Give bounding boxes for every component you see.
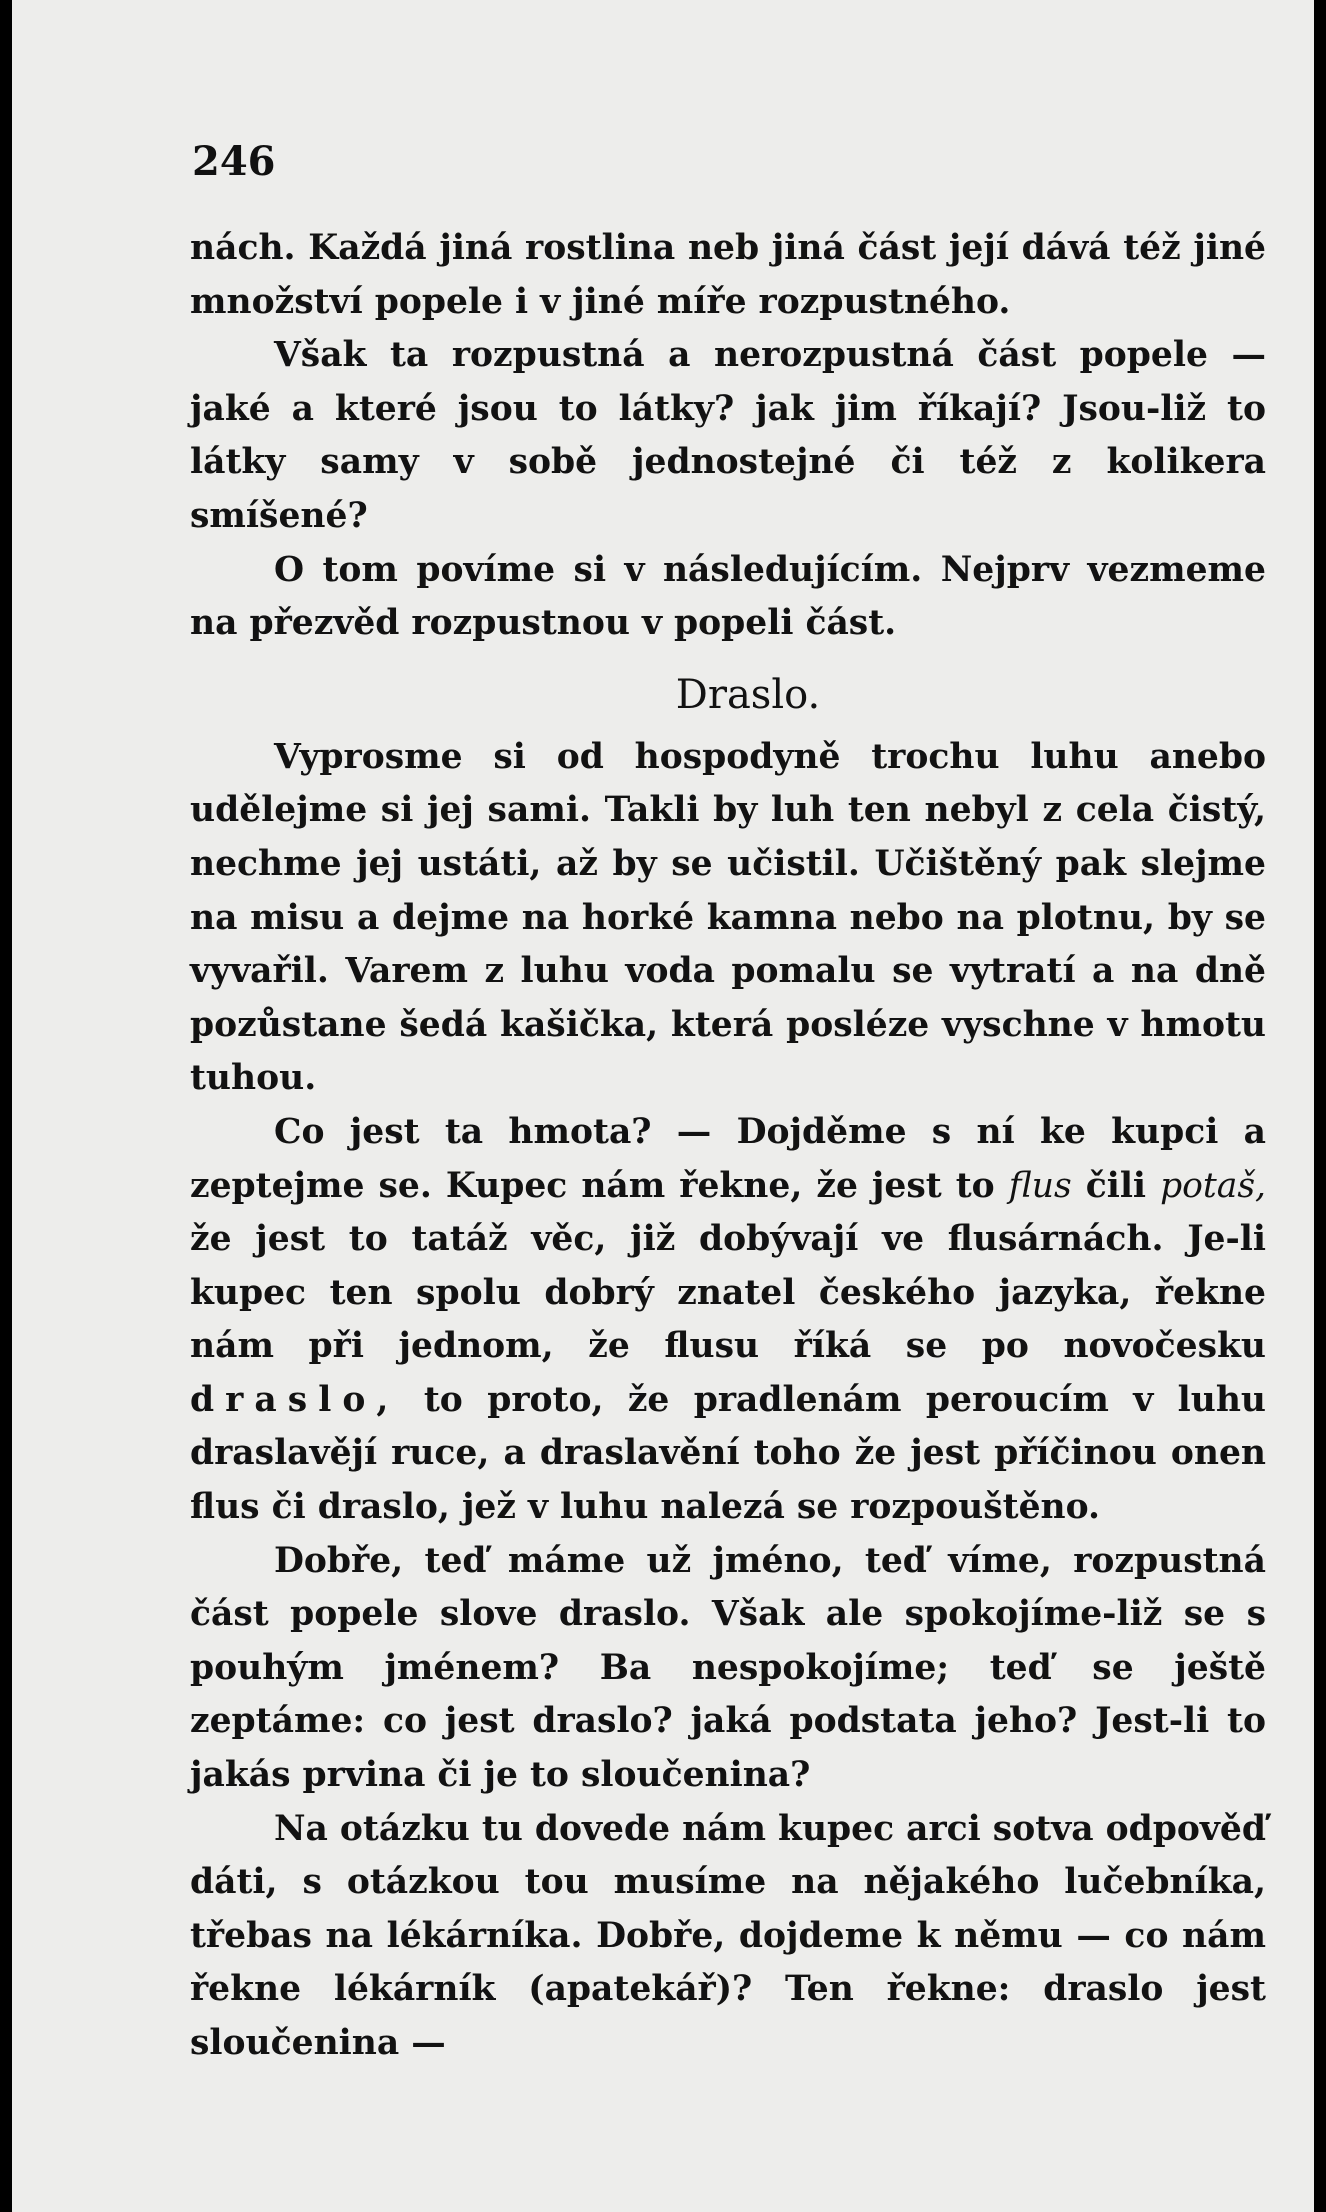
paragraph-7: Na otázku tu dovede nám kupec arci sotva odpověď dáti, s otázkou tou musíme na nějakého lučebníka, třebas na lékárníka. Dobře, dojdeme k němu — co nám řekne lékárník (apatekář)? Ten řekne: draslo jest sloučenina — [190, 1808, 1266, 2063]
paragraph-3: O tom povíme si v následujícím. Nejprv vezmeme na přezvěd rozpustnou v popeli část. [190, 549, 1266, 644]
term-flus: flus [1008, 1165, 1072, 1206]
paragraph-5-part-a: Co jest ta hmota? — Dojděme s ní ke kupci a zeptejme se. Kupec nám řekne, že jest to [190, 1111, 1266, 1206]
page-number: 246 [192, 138, 276, 185]
section-heading: Draslo. [675, 671, 821, 718]
paragraph-5-part-c: že jest to tatáž věc, již dobývají ve flusárnách. Je-li kupec ten spolu dobrý znatel českého jazyka, řekne nám při jednom, že flusu říká se po novočesku [190, 1219, 1266, 1367]
paragraph-1: nách. Každá jiná rostlina neb jiná část její dává též jiné množství popele i v jiné míře rozpustného. [190, 228, 1266, 322]
paragraph-5-part-b: čili [1085, 1165, 1147, 1206]
book-page [12, 0, 1314, 2212]
paragraph-2: Však ta rozpustná a nerozpustná část popele — jaké a které jsou to látky? jak jim říkají? Jsou-liž to látky samy v sobě jednostejné či též z kolikera smíšené? [190, 335, 1266, 536]
paragraph-4: Vyprosme si od hospodyně trochu luhu anebo udělejme si jej sami. Takli by luh ten nebyl z cela čistý, nechme jej ustáti, až by se učistil. Učištěný pak slejme na misu a dejme na horké kamna nebo na plotnu, by se vyvařil. Varem z luhu voda pomalu se vytratí a na dně pozůstane šedá kašička, která posléze vyschne v hmotu tuhou. [190, 736, 1266, 1099]
paragraph-5 [190, 1106, 1266, 1535]
term-draslo: draslo, [190, 1379, 400, 1420]
page-text [190, 222, 1266, 2071]
term-potas: potaš, [1160, 1165, 1267, 1206]
paragraph-6: Dobře, teď máme už jméno, teď víme, rozpustná část popele slove draslo. Však ale spokojíme-liž se s pouhým jménem? Ba nespokojíme; teď se ještě zeptáme: co jest draslo? jaká podstata jeho? Jest-li to jakás prvina či je to sloučenina? [190, 1540, 1266, 1796]
paragraph-5-part-d: to proto, že pradlenám peroucím v luhu draslavějí ruce, a draslavění toho že jest příčinou onen flus či draslo, jež v luhu nalezá se rozpouštěno. [190, 1379, 1266, 1528]
